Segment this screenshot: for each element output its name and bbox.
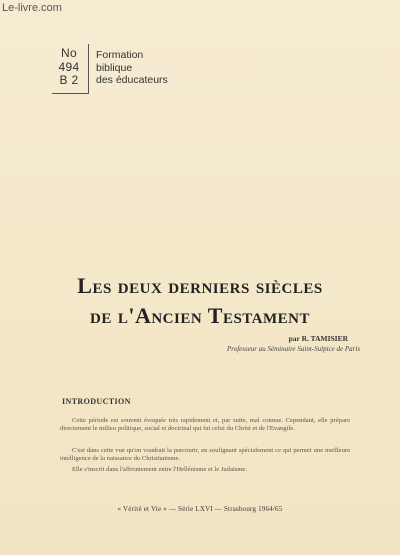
- series-code: B 2: [59, 73, 79, 87]
- formation-label: [96, 49, 168, 87]
- issue-code-block: [54, 47, 84, 88]
- introduction-paragraph: Cette période est souvent évoquée très rapidement et, par suite, mal connue. Cependant, elle prépare directement le milieu politique, social et doctrinal qui fut celui du Christ et de l'Evangile.: [60, 417, 350, 432]
- introduction-paragraph: C'est dans cette vue qu'on voudrait la parcourir, en soulignant spécialement ce qui permet une meilleure intelligence de la naissance du Christianisme.: [60, 447, 350, 462]
- header-vertical-rule: [88, 44, 89, 94]
- document-title: [0, 271, 400, 331]
- author-role: Professeur au Séminaire Saint-Sulpice de Paris: [226, 345, 360, 353]
- header-horizontal-rule: [52, 93, 89, 94]
- issue-number: 494: [58, 59, 80, 74]
- formation-line-3: des éducateurs: [96, 74, 168, 86]
- watermark-text: Le-livre.com: [2, 2, 62, 14]
- introduction-paragraph: Elle s'inscrit dans l'affrontement entre l'Hellénisme et le Judaïsme.: [72, 466, 248, 473]
- title-line-1: Les deux derniers siècles: [77, 273, 323, 298]
- author-byline: par R. TAMISIER: [288, 334, 348, 343]
- footer-citation: « Vérité et Vie » — Série LXVI — Strasbourg 1964/65: [117, 505, 283, 513]
- issue-number-label: No: [61, 46, 77, 60]
- formation-line-1: Formation: [96, 49, 144, 61]
- formation-line-2: biblique: [96, 61, 133, 74]
- title-line-2: de l'Ancien Testament: [89, 303, 311, 328]
- introduction-heading: INTRODUCTION: [62, 397, 131, 406]
